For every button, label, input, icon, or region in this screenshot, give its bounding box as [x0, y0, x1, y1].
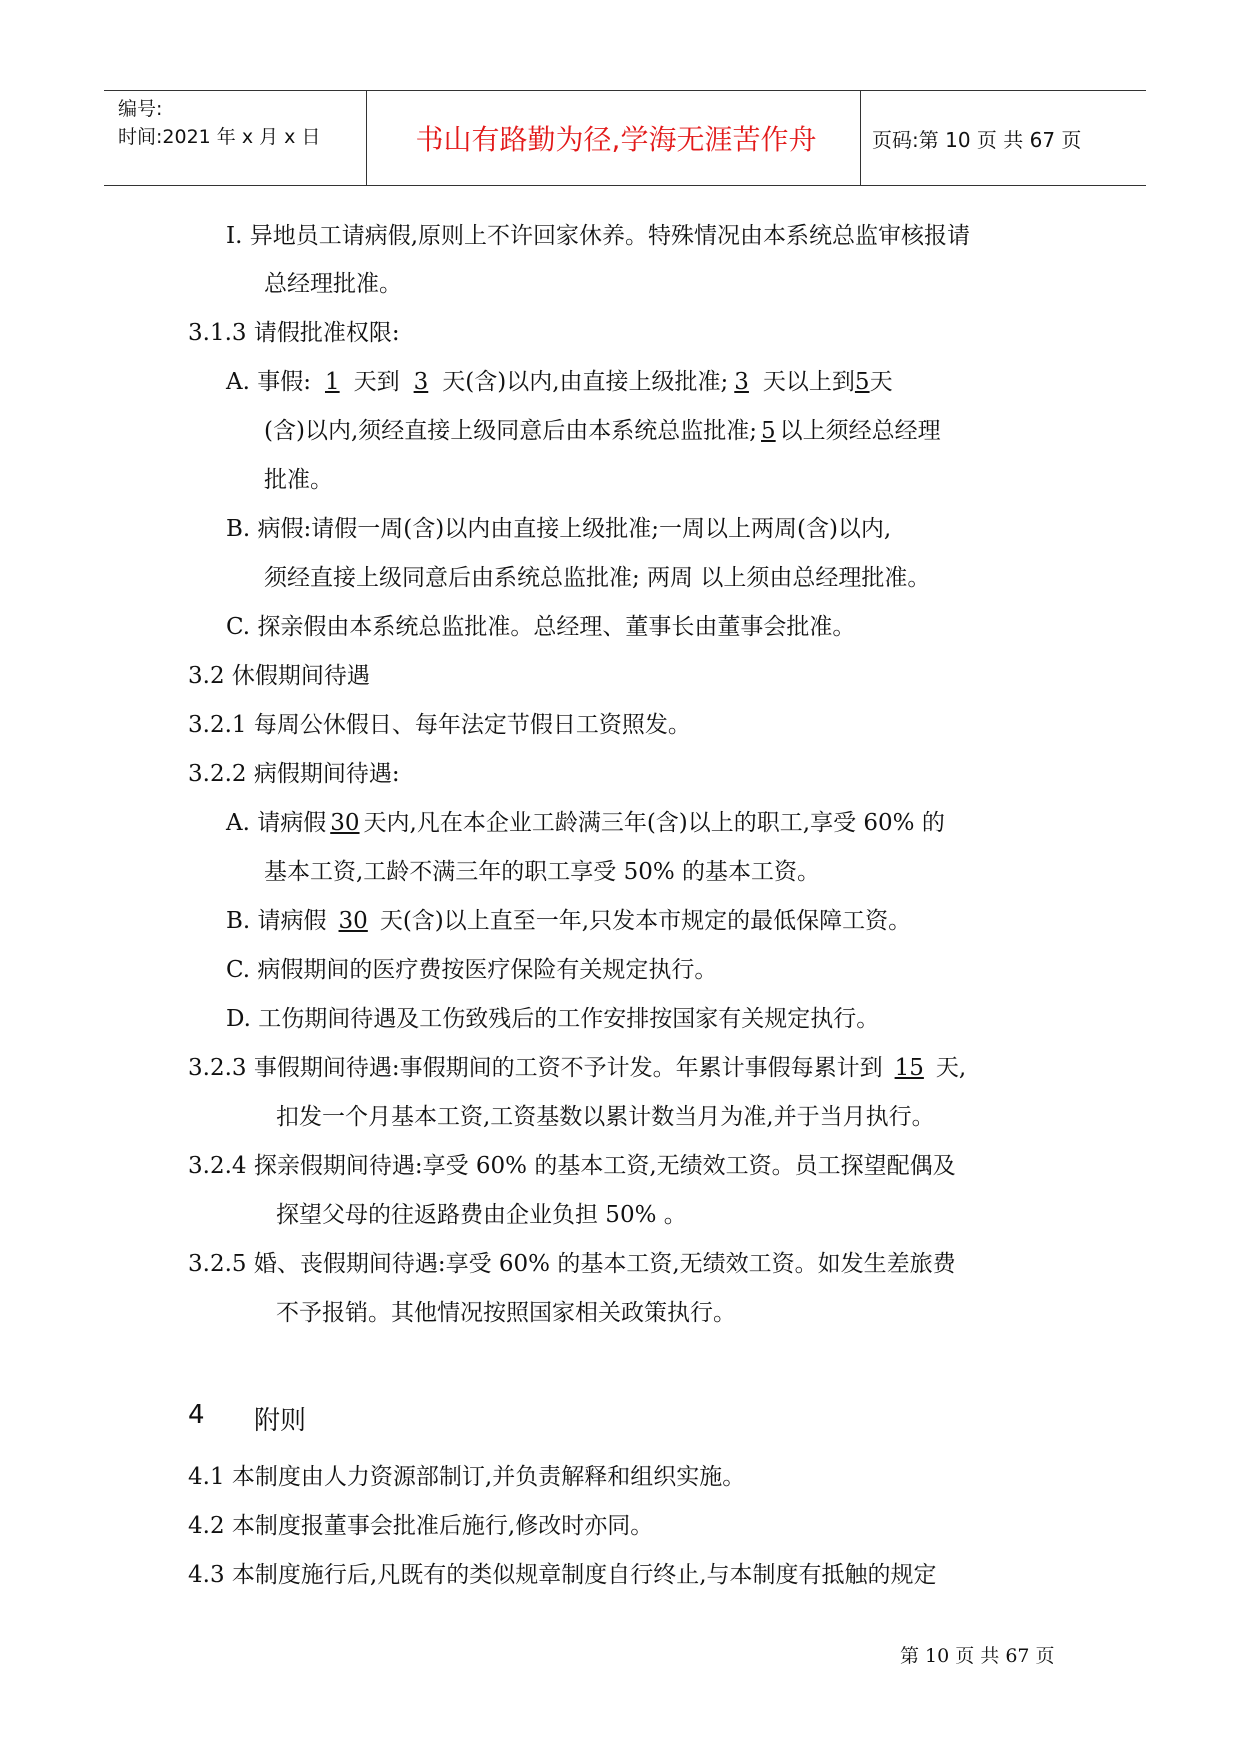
text-line: 3.2.4 探亲假期间待遇:享受 60% 的基本工资,无绩效工资。员工探望配偶及 — [188, 1153, 956, 1179]
header-divider — [860, 91, 861, 185]
text-line: (含)以内,须经直接上级同意后由本系统总监批准; 5 以上须经总经理 — [264, 418, 941, 444]
text-line: 3.2.2 病假期间待遇: — [188, 761, 400, 787]
text-line: 批准。 — [264, 467, 333, 493]
text-line: B. 病假:请假一周(含)以内由直接上级批准;一周以上两周(含)以内, — [226, 516, 892, 542]
page-header — [104, 90, 1146, 186]
text-line: A. 事假: 1 天到 3 天(含)以内,由直接上级批准; 3 天以上到5天 — [226, 369, 893, 395]
text-line: I. 异地员工请病假,原则上不许回家休养。特殊情况由本系统总监审核报请 — [226, 223, 971, 249]
text-line: 总经理批准。 — [264, 271, 402, 297]
text-line: 不予报销。其他情况按照国家相关政策执行。 — [276, 1300, 736, 1326]
header-divider — [366, 91, 367, 185]
time-label: 时间:2021 年 x 月 x 日 — [118, 126, 321, 148]
text-line: C. 探亲假由本系统总监批准。总经理、董事长由董事会批准。 — [226, 614, 856, 640]
underlined-value: 3 — [413, 369, 429, 395]
text-line: 4.3 本制度施行后,凡既有的类似规章制度自行终止,与本制度有抵触的规定 — [188, 1562, 937, 1588]
text-line: 扣发一个月基本工资,工资基数以累计数当月为准,并于当月执行。 — [276, 1104, 935, 1130]
text-line: 4.2 本制度报董事会批准后施行,修改时亦同。 — [188, 1513, 654, 1539]
text-line: 3.2.1 每周公休假日、每年法定节假日工资照发。 — [188, 712, 691, 738]
text-line: D. 工伤期间待遇及工伤致残后的工作安排按国家有关规定执行。 — [226, 1006, 880, 1032]
underlined-value: 5 — [854, 369, 870, 395]
text-line: 3.2.5 婚、丧假期间待遇:享受 60% 的基本工资,无绩效工资。如发生差旅费 — [188, 1251, 956, 1277]
header-left — [118, 95, 320, 151]
section-title: 附则 — [254, 1406, 307, 1436]
text-line: 须经直接上级同意后由系统总监批准; 两周 以上须由总经理批准。 — [264, 565, 931, 591]
text-line: B. 请病假 30 天(含)以上直至一年,只发本市规定的最低保障工资。 — [226, 908, 912, 934]
underlined-value: 3 — [734, 369, 749, 395]
text-line: 基本工资,工龄不满三年的职工享受 50% 的基本工资。 — [264, 859, 821, 885]
underlined-value: 5 — [761, 418, 776, 444]
header-motto: 书山有路勤为径,学海无涯苦作舟 — [415, 123, 817, 156]
underlined-value: 30 — [330, 810, 360, 836]
section-number: 4 — [188, 1400, 205, 1430]
text-line: 3.2 休假期间待遇 — [188, 663, 370, 689]
underlined-value: 15 — [894, 1055, 924, 1081]
header-page-info: 页码:第 10 页 共 67 页 — [872, 127, 1082, 152]
text-line: 探望父母的往返路费由企业负担 50% 。 — [276, 1202, 687, 1228]
serial-label: 编号: — [118, 98, 163, 120]
underlined-value: 1 — [324, 369, 340, 395]
text-line: A. 请病假 30 天内,凡在本企业工龄满三年(含)以上的职工,享受 60% 的 — [226, 810, 945, 836]
text-line: C. 病假期间的医疗费按医疗保险有关规定执行。 — [226, 957, 718, 983]
underlined-value: 30 — [338, 908, 368, 934]
page-footer: 第 10 页 共 67 页 — [900, 1645, 1055, 1667]
text-line: 4.1 本制度由人力资源部制订,并负责解释和组织实施。 — [188, 1464, 746, 1490]
text-line: 3.1.3 请假批准权限: — [188, 320, 400, 346]
text-line: 3.2.3 事假期间待遇:事假期间的工资不予计发。年累计事假每累计到 15 天, — [188, 1055, 967, 1081]
